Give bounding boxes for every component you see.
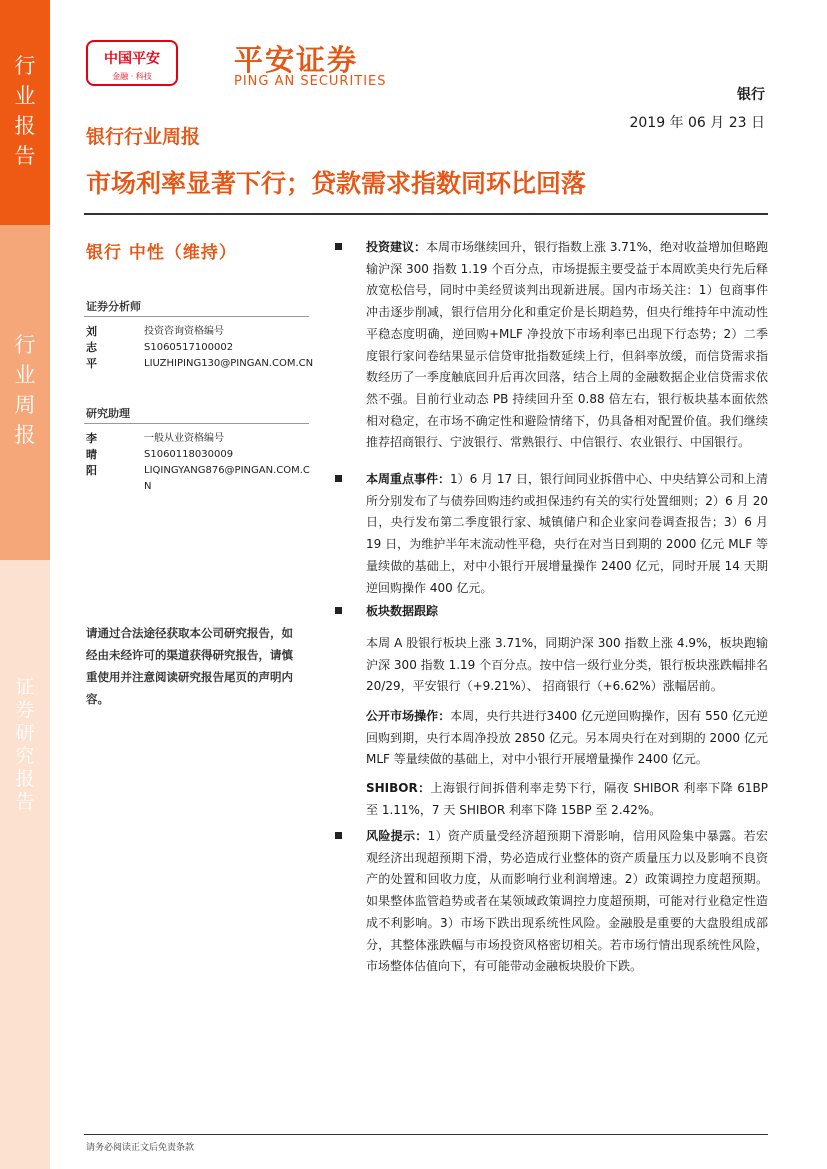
analyst-cert-no: S1060517100002: [144, 342, 234, 353]
side-bar: [0, 0, 50, 1169]
risk-label: 风险提示：: [366, 829, 428, 843]
pingan-logo: [86, 40, 178, 86]
footer-divider: [84, 1134, 768, 1135]
assistant-email[interactable]: LIQINGYANG876@PINGAN.COM.CN: [144, 465, 310, 492]
bullet-square-icon: [335, 607, 342, 614]
investment-advice-label: 投资建议：: [366, 240, 427, 254]
side-label-securities-research: [0, 560, 50, 1169]
sector-data-heading: [366, 601, 768, 623]
sector-data-paragraph: 本周 A 股银行板块上涨 3.71%，同期沪深 300 指数上涨 4.9%，板块跑输沪深 300 指数 1.19 个百分点。按中信一级行业分类，银行板块涨跌幅排名 20/29，平安银行（+9.21%）、 招商银行（+6.62%）涨幅居前。: [366, 636, 768, 694]
open-market-paragraph: [366, 706, 768, 771]
sector-label: 银行: [737, 87, 765, 103]
side-char: 证: [15, 676, 35, 698]
side-char: 报: [15, 768, 35, 790]
open-market-text: 本周，央行共进行3400 亿元逆回购操作，因有 550 亿元逆回购到期，央行本周净投放 2850 亿元。另本周央行在对到期的 2000 亿元 MLF 等量续做的基础上，对中小银行开展增量操作 2400 亿元。: [366, 709, 768, 767]
disclaimer: 请通过合法途径获取本公司研究报告，如经由未经许可的渠道获得研究报告，请慎重使用并注意阅读研究报告尾页的声明内容。: [86, 626, 293, 706]
side-char: 业: [14, 363, 36, 387]
side-label-industry-report: [0, 0, 50, 225]
open-market-label: 公开市场操作：: [366, 709, 451, 723]
sector-data-label: 板块数据跟踪: [366, 604, 439, 618]
side-char: 报: [14, 114, 36, 138]
side-char: 行: [14, 333, 36, 357]
assistant-cert-no: S1060118030009: [144, 449, 234, 460]
side-char: 告: [14, 144, 36, 168]
bullet-square-icon: [335, 243, 342, 250]
header-divider: [84, 213, 768, 215]
risk-paragraph: [366, 826, 768, 978]
brand-name-en: PING AN SECURITIES: [234, 74, 387, 89]
assistant-cert-label: 一般从业资格编号: [144, 433, 224, 444]
side-char: 究: [15, 745, 35, 767]
assistant-name: 李晴阳: [86, 432, 97, 477]
shibor-paragraph: [366, 778, 768, 821]
assistant-heading: 研究助理: [86, 407, 130, 420]
side-char: 研: [15, 722, 35, 744]
side-char: 告: [15, 791, 35, 813]
key-events-label: 本周重点事件：: [366, 472, 451, 486]
assistant-details: [144, 431, 312, 495]
analyst-email[interactable]: LIUZHIPING130@PINGAN.COM.CN: [144, 358, 314, 369]
assistant-divider: [84, 423, 309, 424]
side-char: 券: [15, 699, 35, 721]
side-label-weekly: [0, 225, 50, 560]
investment-advice-text: 本周市场继续回升，银行指数上涨 3.71%，绝对收益增加但略跑输沪深 300 指数 1.19 个百分点，市场提振主要受益于本周欧美央行先后释放宽松信号，同时中美经贸谈判出现新进展。国内市场关注：1）包商事件冲击逐步削减，银行信用分化和重定价是长期趋势，但央行维持年中流动性平稳态度明确，逆回购+MLF 净投放下市场利率已出现下行态势；2）二季度银行家问卷结果显示信贷审批指数延续上行，但斜率放缓，而信贷需求指数经历了一季度触底回升后再次回落，结合上周的金融数据企业信贷需求依然不强。目前行业动态 PB 持续回升至 0.88 倍左右，银行板块基本面依然相对稳定，在市场不确定性和避险情绪下，仍具备相对配置价值。我们继续推荐招商银行、宁波银行、常熟银行、中信银行、农业银行、中国银行。: [366, 240, 768, 450]
shibor-text: 上海银行间拆借利率走势下行，隔夜 SHIBOR 利率下降 61BP 至 1.11%，7 天 SHIBOR 利率下降 15BP 至 2.42%。: [366, 781, 768, 817]
brand-name: 平安证券: [234, 43, 359, 77]
side-char: 报: [14, 423, 36, 447]
report-type: 银行行业周报: [86, 126, 201, 148]
key-events-paragraph: [366, 469, 768, 599]
key-events-text: 1）6 月 17 日，银行间同业拆借中心、中央结算公司和上清所分别发布了与债券回购违约或担保违约有关的实行处置细则；2）6 月 20 日，央行发布第二季度银行家、城镇储户和企业家问卷调查报告；3）6 月 19 日，为维护半年末流动性平稳，央行在对当日到期的 2000 亿元 MLF 等量续做的基础上，对中小银行开展增量操作 2400 亿元，同时开展 14 天期逆回购操作 400 亿元。: [366, 472, 769, 595]
bullet-square-icon: [335, 475, 342, 482]
risk-text: 1）资产质量受经济超预期下滑影响，信用风险集中暴露。若宏观经济出现超预期下滑，势必造成行业整体的资产质量压力以及影响不良资产的处置和回收力度，从而影响行业利润增速。2）政策调控力度超预期。如果整体监管趋势或者在某领域政策调控力度超预期，可能对行业稳定性造成不利影响。3）市场下跌出现系统性风险。金融股是重要的大盘股组成部分，其整体涨跌幅与市场投资风格密切相关。若市场行情出现系统性风险，市场整体估值向下，有可能带动金融板块股价下跌。: [366, 829, 768, 974]
bullet-square-icon: [335, 832, 342, 839]
report-title: 市场利率显著下行；贷款需求指数同环比回落: [86, 169, 587, 198]
analyst-details: [144, 324, 314, 372]
footer-note: 请务必阅读正文后免责条款: [86, 1143, 195, 1153]
analyst-heading: 证券分析师: [86, 300, 141, 313]
shibor-label: SHIBOR：: [366, 781, 431, 795]
investment-advice-paragraph: [366, 237, 768, 454]
rating: 银行 中性（维持）: [86, 243, 237, 263]
side-char: 行: [14, 54, 36, 78]
side-char: 业: [14, 84, 36, 108]
logo-text: 中国平安: [104, 51, 160, 67]
analyst-cert-label: 投资咨询资格编号: [144, 326, 224, 337]
analyst-name: 刘志平: [86, 325, 97, 370]
analyst-divider: [84, 316, 309, 317]
logo-subtext: 金融 · 科技: [112, 72, 152, 81]
side-char: 周: [14, 393, 36, 417]
report-date: 2019 年 06 月 23 日: [629, 115, 765, 131]
